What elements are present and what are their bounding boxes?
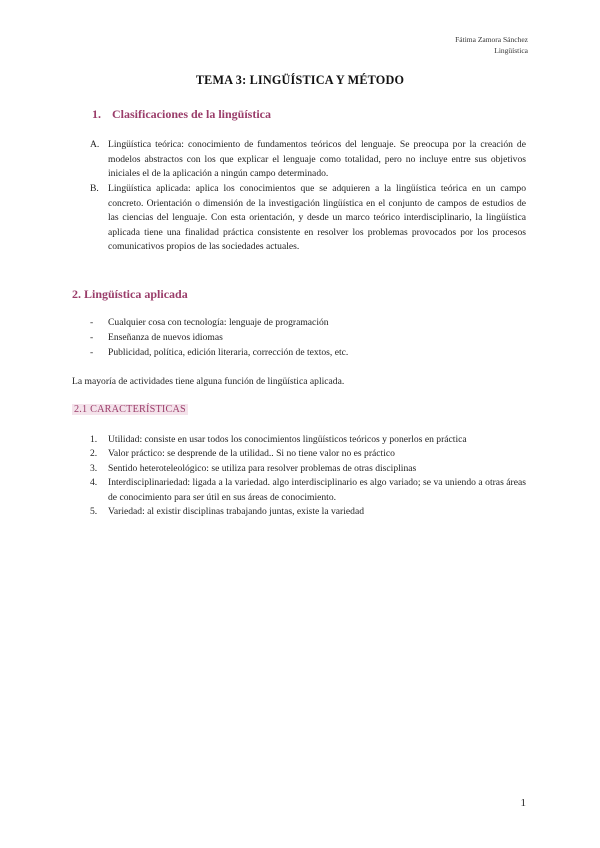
list-text: Utilidad: consiste en usar todos los conocimientos lingüísticos teóricos y ponerlos en práctica	[108, 434, 467, 445]
page-header	[455, 34, 528, 56]
list-text: Interdisciplinariedad: ligada a la variedad. algo interdisciplinario es algo variado; se va uniendo a otras áreas de conocimiento para ser útil en sus áreas de conocimiento.	[108, 477, 526, 503]
item-marker: B.	[90, 183, 99, 194]
header-subject: Lingüística	[494, 46, 528, 55]
list-marker: 2.	[90, 448, 98, 460]
list-marker: 5.	[90, 506, 98, 518]
bullet-marker: -	[90, 332, 94, 343]
section-1-heading	[92, 107, 271, 122]
section-1-title: Clasificaciones de la lingüística	[112, 107, 271, 121]
section-1-number: 1.	[92, 107, 101, 121]
list-item	[90, 462, 526, 476]
header-author: Fátima Zamora Sánchez	[455, 35, 528, 44]
list-item	[90, 476, 526, 505]
list-marker: 3.	[90, 462, 98, 474]
bullet-item	[90, 346, 526, 361]
section-2-paragraph: La mayoría de actividades tiene alguna función de lingüística aplicada.	[72, 376, 345, 387]
bullet-text: Cualquier cosa con tecnología: lenguaje de programación	[108, 317, 329, 328]
list-marker: 4.	[90, 477, 98, 489]
list-item	[90, 447, 526, 461]
bullet-marker: -	[90, 347, 94, 358]
list-item	[90, 505, 526, 519]
characteristics-list	[90, 433, 526, 519]
item-marker: A.	[90, 139, 100, 150]
bullet-text: Enseñanza de nuevos idiomas	[108, 332, 223, 343]
list-text: Variedad: al existir disciplinas trabajando juntas, existe la variedad	[108, 506, 365, 518]
page-number: 1	[520, 797, 526, 809]
classification-item-b	[90, 182, 526, 255]
item-text: Lingüística teórica: conocimiento de fundamentos teóricos del lenguaje. Se preocupa por la creación de modelos abstractos con los que explicar el lenguaje como totalidad, pero no incluye entre sus objetivos iniciales el de la aplicación a ningún campo determinado.	[108, 139, 526, 180]
classification-item-a	[90, 138, 526, 182]
item-text: Lingüística aplicada: aplica los conocimientos que se adquieren a la lingüística teórica en un campo concreto. Orientación o dimensión de la investigación lingüística en el conjunto de campos de estudios de las ciencias del lenguaje. Con esta orientación, y desde un marco teórico interdisciplinario, la lingüística aplicada tiene una finalidad práctica consistente en resolver los problemas provocados por los procesos comunicativos propios de las sociedades actuales.	[108, 183, 526, 253]
bullet-text: Publicidad, política, edición literaria, corrección de textos, etc.	[108, 347, 349, 358]
bullet-item	[90, 316, 526, 331]
section-2-heading: 2. Lingüística aplicada	[72, 287, 188, 301]
list-text: Sentido heteroteleológico: se utiliza para resolver problemas de otras disciplinas	[108, 462, 417, 474]
list-text: Valor práctico: se desprende de la utilidad.. Si no tiene valor no es práctico	[108, 448, 395, 460]
list-item	[90, 433, 526, 447]
document-title: TEMA 3: LINGÜÍSTICA Y MÉTODO	[195, 73, 405, 87]
section-2-1-heading: 2.1 CARACTERÍSTICAS	[74, 404, 186, 415]
bullet-marker: -	[90, 317, 94, 328]
list-marker: 1.	[90, 434, 98, 445]
bullet-item	[90, 331, 526, 346]
